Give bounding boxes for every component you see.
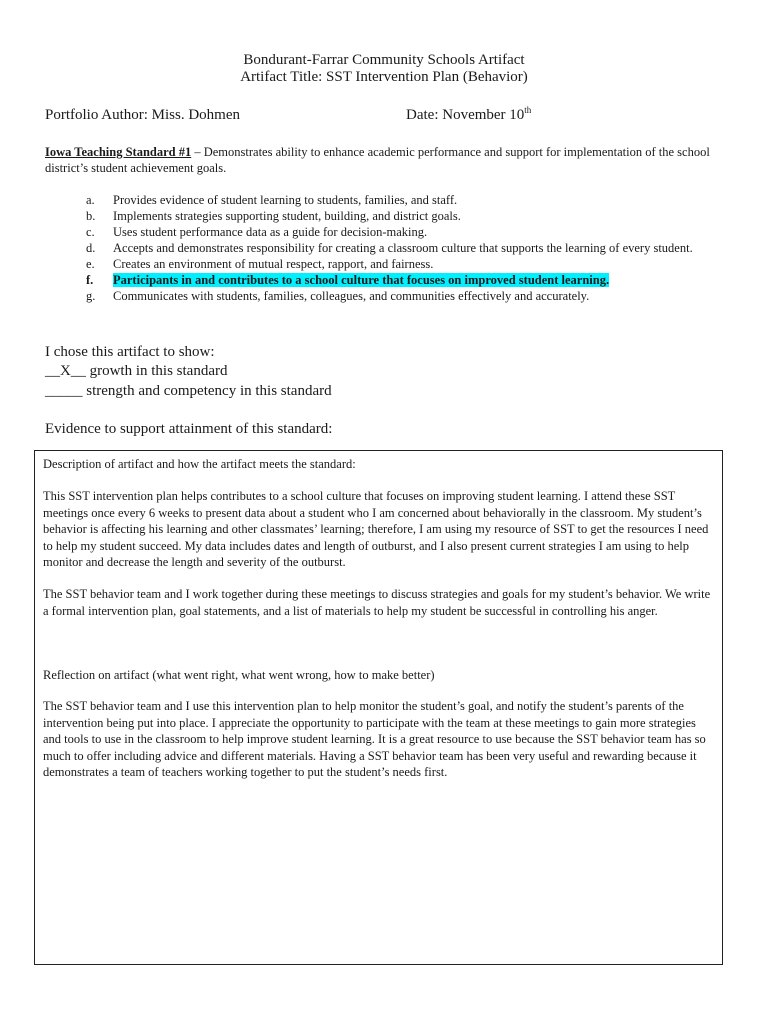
criteria-item [86,224,726,240]
description-label [43,456,717,473]
criteria-item-highlighted [86,272,726,288]
criteria-letter: c. [86,225,95,239]
criteria-item [86,192,726,208]
reflection-paragraph-text: The SST behavior team and I use this intervention plan to help monitor the student’s goal, and notify the student’s parents of the intervention being put into place. I appreciate the opportunity to participate with the team at these meetings to gain more strategies and tools to use in the classroom to help improve student learning. It is a great resource to use because the SST behavior team has so much to offer including advice and different materials. Having a SST behavior team has been very useful and rewarding because it demonstrates a team of teachers working together to put the student’s needs first. [43,699,706,779]
criteria-letter: d. [86,241,96,255]
criteria-letter: f. [86,273,94,287]
criteria-text: Creates an environment of mutual respect, rapport, and fairness. [113,257,434,271]
description-paragraph-1-text: This SST intervention plan helps contributes to a school culture that focuses on improving student learning. I attend these SST meetings once every 6 weeks to present data about a student who I am concerned about behaviorally in the classroom. My student’s behavior is affecting his learning and other classmates’ learning; therefore, I am using my resource of SST to get the resources I need to help my student succeed. My data includes dates and length of outburst, and I also present current strategies I am using to help monitor and decrease the length and severity of the outburst. [43,489,709,569]
criteria-list [86,192,726,304]
criteria-item [86,256,726,272]
date-text: Date: November 10 [406,107,525,123]
criteria-item [86,208,726,224]
criteria-text: Provides evidence of student learning to students, families, and staff. [113,193,458,207]
description-paragraph-1 [43,488,717,571]
description-paragraph-2-text: The SST behavior team and I work together during these meetings to discuss strategies and goals for my student’s behavior. We write a formal intervention plan, goal statements, and a list of materials to help my student be successful in controlling his anger. [43,587,711,618]
description-label-text: Description of artifact and how the artifact meets the standard: [43,457,356,471]
reflection-label [43,667,717,684]
evidence-heading: Evidence to support attainment of this standard: [45,421,333,437]
choice-strength: _____ strength and competency in this standard [45,383,332,399]
teaching-standard [45,144,725,176]
date-ordinal-suffix: th [524,105,532,115]
reflection-paragraph [43,698,717,781]
criteria-text: Communicates with students, families, colleagues, and communities effectively and accurately. [113,289,590,303]
criteria-text: Accepts and demonstrates responsibility for creating a classroom culture that supports the learning of every student. [113,241,693,255]
description-paragraph-2 [43,586,717,619]
standard-description: – Demonstrates ability to enhance academic performance and support for implementation of the school district’s student achievement goals. [45,145,710,175]
artifact-title: Artifact Title: SST Intervention Plan (Behavior) [240,69,528,85]
choice-growth: __X__ growth in this standard [45,363,228,379]
reflection-label-text: Reflection on artifact (what went right, what went wrong, how to make better) [43,668,435,682]
criteria-letter: b. [86,209,96,223]
criteria-item [86,288,726,304]
criteria-letter: a. [86,193,95,207]
criteria-text: Implements strategies supporting student, building, and district goals. [113,209,461,223]
district-title: Bondurant-Farrar Community Schools Artifact [243,52,525,68]
criteria-item [86,240,726,256]
criteria-letter: e. [86,257,95,271]
portfolio-author: Portfolio Author: Miss. Dohmen [45,107,241,123]
criteria-text: Uses student performance data as a guide for decision-making. [113,225,428,239]
standard-name: Iowa Teaching Standard #1 [45,145,192,159]
choice-intro: I chose this artifact to show: [45,344,215,360]
criteria-text-highlighted: Participants in and contributes to a school culture that focuses on improved student learning. [113,273,610,287]
criteria-letter: g. [86,289,96,303]
artifact-date [406,106,531,124]
